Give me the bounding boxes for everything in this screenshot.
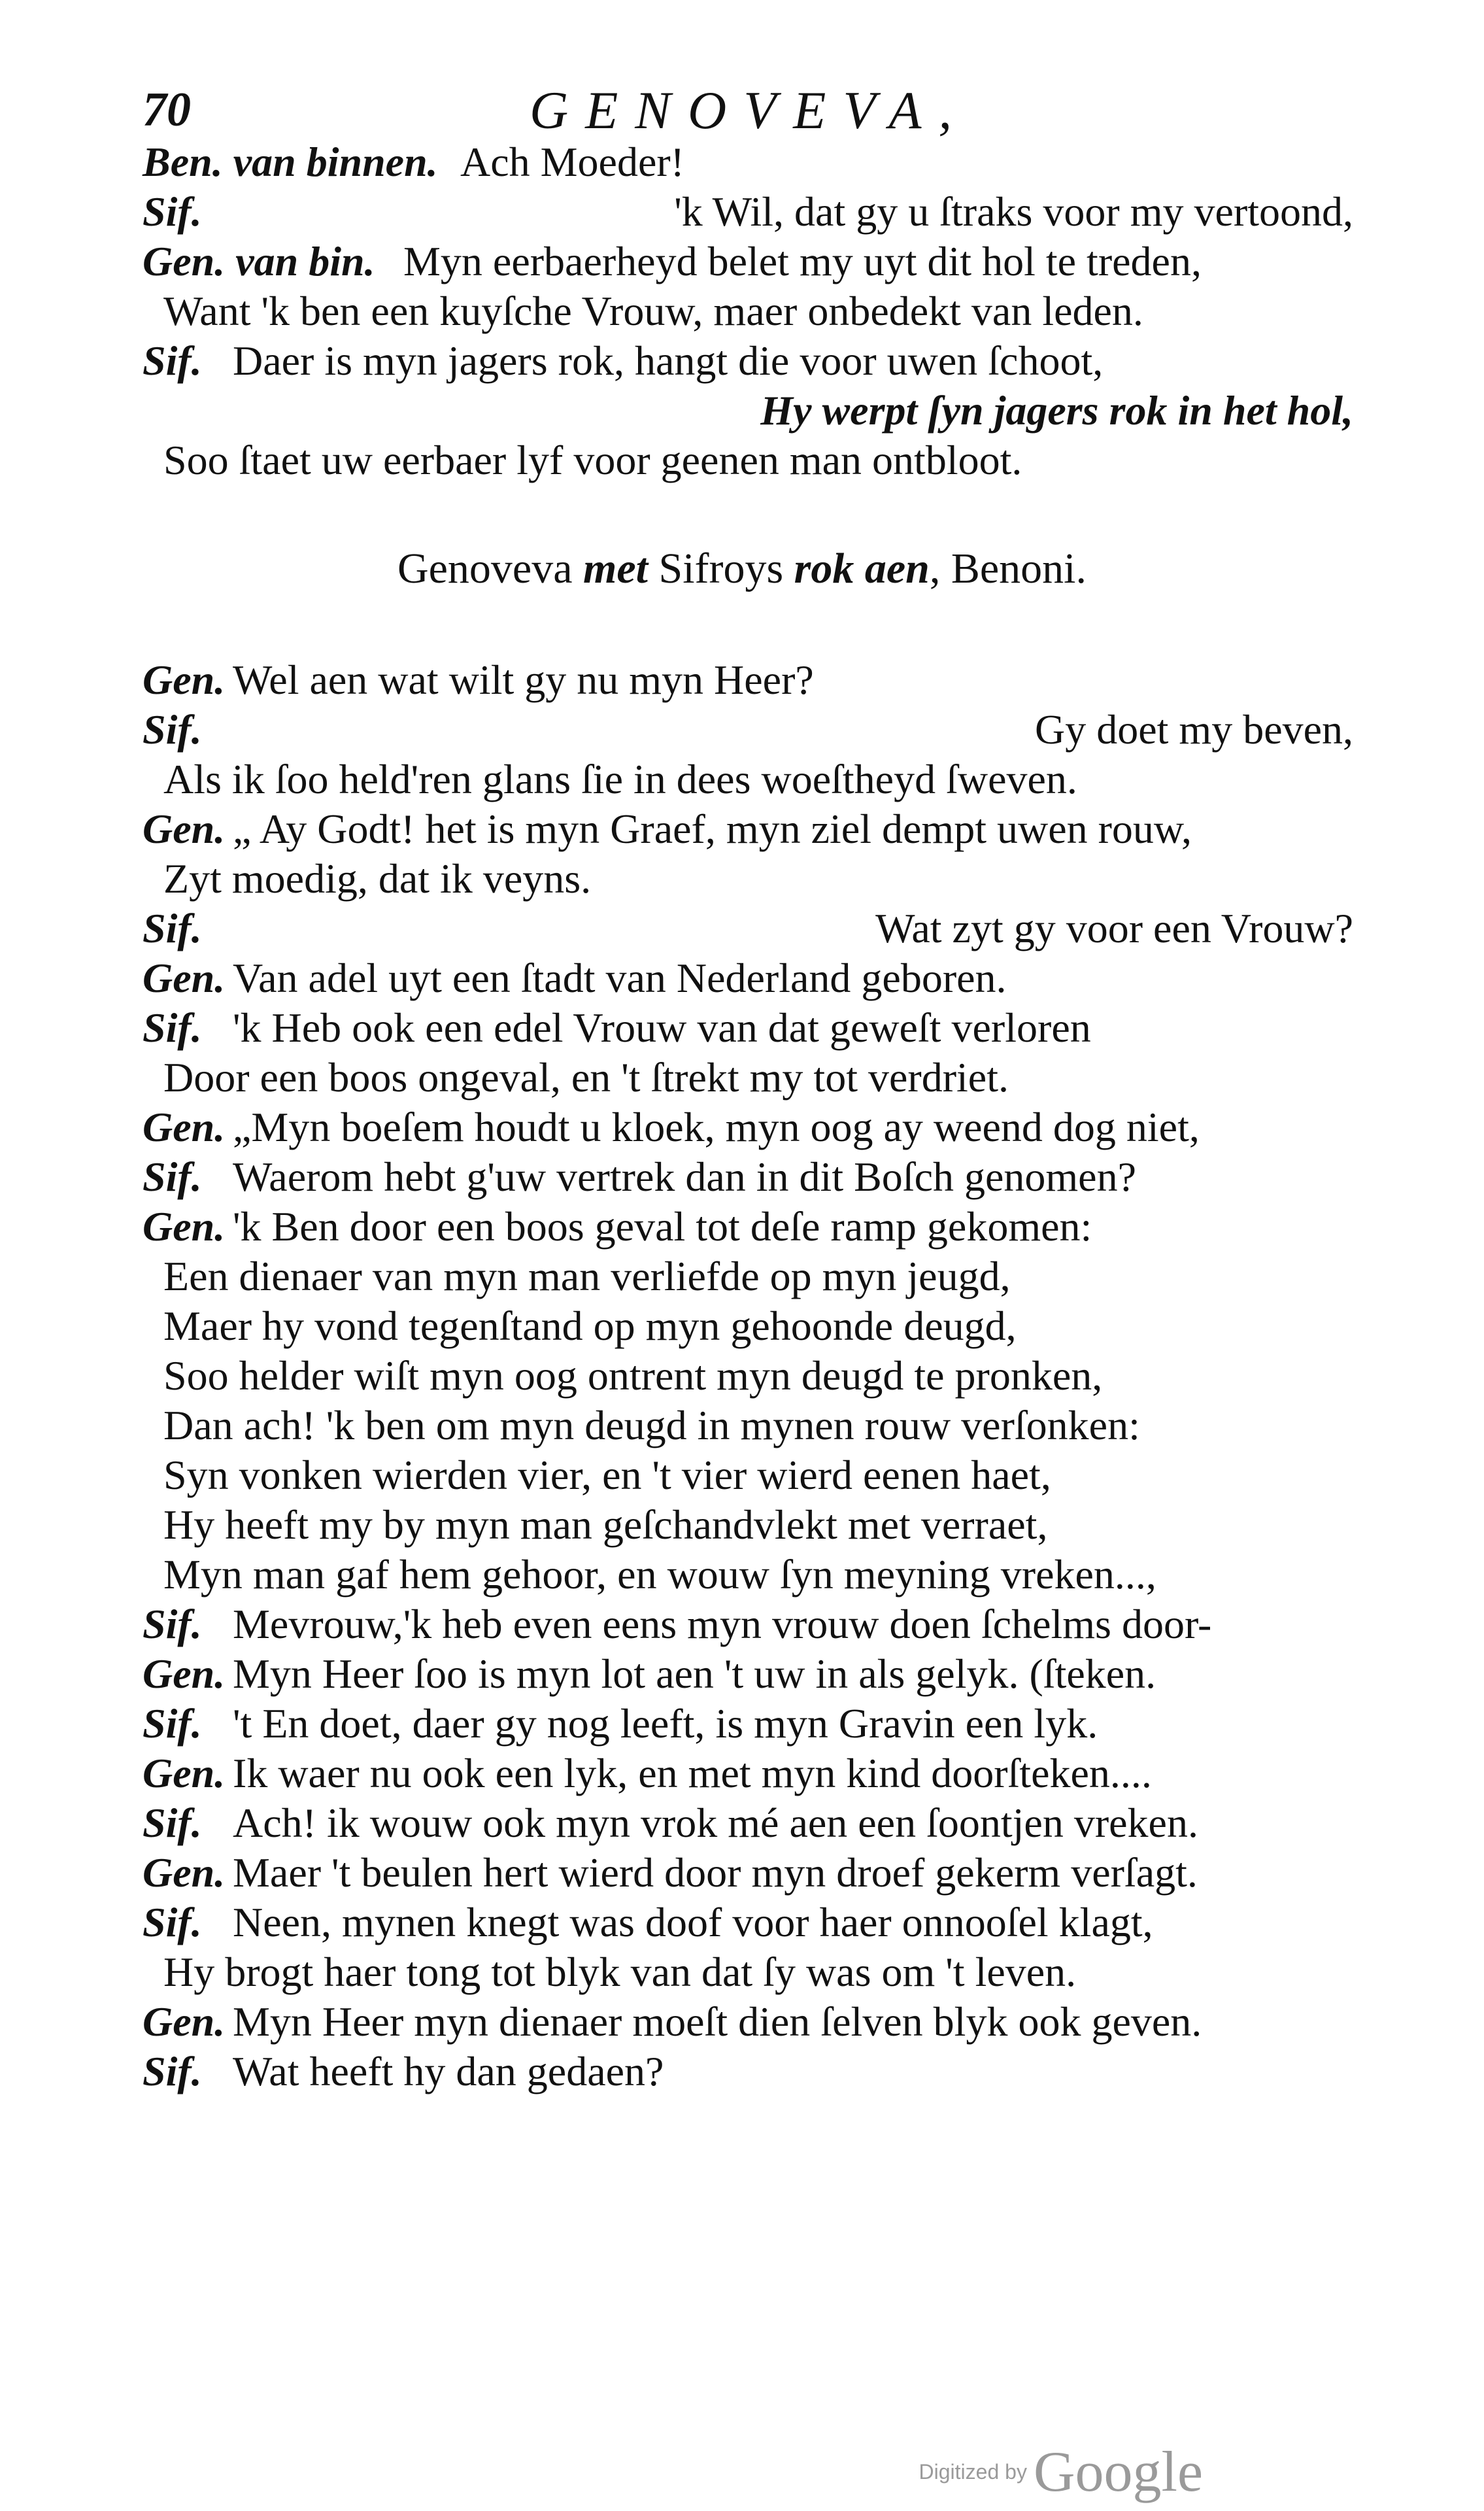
speaker-label: Sif.: [143, 188, 202, 235]
verse-text: Ach Moeder!: [460, 139, 684, 185]
verse-line: [0, 384, 1484, 437]
verse-text: Soo ſtaet uw eerbaer lyf voor geenen man ontbloot.: [163, 437, 1022, 483]
verse-text: Myn man gaf hem gehoor, en wouw ſyn meyning vreken...,: [163, 1551, 1156, 1597]
speaker-label: Gen.: [143, 1650, 226, 1697]
verse-line: [0, 1847, 1484, 1899]
verse-line: [0, 1896, 1484, 1949]
verse-text: Ach! ik wouw ook myn vrok mé aen een ſoontjen vreken.: [233, 1800, 1198, 1846]
scene-word-met: met: [583, 545, 648, 592]
verse-line: [0, 952, 1484, 1004]
running-title: GENOVEVA,: [530, 80, 969, 140]
verse-line: [0, 853, 1484, 905]
verse-line: [0, 1101, 1484, 1153]
verse-text: Mevrouw,'k heb even eens myn vrouw doen ſchelms door-: [233, 1601, 1212, 1647]
scene-name-sifroys: Sifroys: [658, 545, 784, 592]
speaker-label: Sif.: [143, 1800, 202, 1846]
verse-text: Neen, mynen knegt was doof voor haer onnooſel klagt,: [233, 1899, 1153, 1945]
speaker-label: Sif.: [143, 1601, 202, 1647]
scene-name-benoni: , Benoni.: [929, 545, 1087, 592]
speaker-label: Gen.: [143, 1104, 226, 1150]
watermark-google-logo: Google: [1033, 2440, 1203, 2504]
verse-line: [0, 186, 1484, 238]
verse-text: Want 'k ben een kuyſche Vrouw, maer onbedekt van leden.: [163, 288, 1143, 334]
verse-text: Van adel uyt een ſtadt van Nederland geboren.: [233, 955, 1007, 1001]
verse-text: „Myn boeſem houdt u kloek, myn oog ay weend dog niet,: [233, 1104, 1200, 1150]
verse-line: [0, 285, 1484, 337]
verse-text: Waerom hebt g'uw vertrek dan in dit Boſch genomen?: [233, 1153, 1136, 1200]
watermark-digitized-by: Digitized by: [919, 2460, 1027, 2484]
verse-line: [0, 1399, 1484, 1452]
verse-line: [0, 235, 1484, 288]
verse-line: [0, 1002, 1484, 1054]
verse-line: [0, 1201, 1484, 1253]
verse-line: [0, 654, 1484, 706]
verse-text: Door een boos ongeval, en 't ſtrekt my tot verdriet.: [163, 1054, 1009, 1101]
verse-line: [0, 434, 1484, 487]
verse-text: 'k Ben door een boos geval tot deſe ramp gekomen:: [233, 1203, 1092, 1250]
speaker-label: Sif.: [143, 706, 202, 753]
speaker-label: Sif.: [143, 337, 202, 384]
verse-line: [0, 1747, 1484, 1800]
scene-heading: [0, 543, 1484, 595]
digitized-watermark: [919, 2439, 1203, 2505]
verse-text: 'k Heb ook een edel Vrouw van dat geweſt verloren: [233, 1004, 1091, 1051]
verse-line: [0, 1598, 1484, 1650]
verse-text: 't En doet, daer gy nog leeft, is myn Gravin een lyk.: [233, 1700, 1098, 1747]
verse-line: [0, 1250, 1484, 1303]
verse-text: Myn eerbaerheyd belet my uyt dit hol te treden,: [403, 238, 1202, 284]
verse-line: [0, 1350, 1484, 1402]
verse-text: Soo helder wiſt myn oog ontrent myn deugd te pronken,: [163, 1352, 1103, 1399]
verse-line: [0, 1300, 1484, 1352]
verse-line: [0, 1797, 1484, 1849]
speaker-label: Sif.: [143, 905, 202, 951]
verse-line: [0, 335, 1484, 387]
verse-line: [0, 1548, 1484, 1601]
verse-line: [0, 1499, 1484, 1551]
verse-text: Hy heeft my by myn man geſchandvlekt met verraet,: [163, 1501, 1048, 1548]
verse-line: [0, 2045, 1484, 2098]
verse-line: [0, 1996, 1484, 2048]
verse-text: Wel aen wat wilt gy nu myn Heer?: [233, 657, 814, 703]
speaker-label: Sif.: [143, 1899, 202, 1945]
verse-text: „ Ay Godt! het is myn Graef, myn ziel dempt uwen rouw,: [233, 806, 1192, 852]
speaker-label: Sif.: [143, 2048, 202, 2094]
page-number: 70: [143, 83, 191, 137]
speaker-label: Gen.: [143, 657, 226, 703]
speaker-label: Gen.: [143, 1998, 226, 2045]
verse-line: [0, 902, 1484, 955]
verse-line: [0, 1698, 1484, 1750]
verse-line: [0, 136, 1484, 188]
verse-text: 'k Wil, dat gy u ſtraks voor my vertoond,: [674, 188, 1353, 235]
speaker-label: Sif.: [143, 1153, 202, 1200]
scene-name-genoveva: Genoveva: [397, 545, 573, 592]
verse-text: Een dienaer van myn man verliefde op myn jeugd,: [163, 1253, 1011, 1299]
verse-line: [0, 1946, 1484, 1998]
verse-text: Maer 't beulen hert wierd door myn droef gekerm verſagt.: [233, 1849, 1198, 1896]
verse-line: [0, 1449, 1484, 1501]
speaker-label: Gen. van bin.: [143, 238, 375, 284]
verse-line: [0, 803, 1484, 855]
speaker-label: Ben. van binnen.: [143, 139, 438, 185]
speaker-label: Gen.: [143, 806, 226, 852]
speaker-label: Gen.: [143, 1750, 226, 1796]
verse-text: Hy werpt ſyn jagers rok in het hol,: [760, 387, 1353, 434]
verse-line: [0, 753, 1484, 806]
verse-text: Syn vonken wierden vier, en 't vier wierd eenen haet,: [163, 1452, 1051, 1498]
verse-text: Zyt moedig, dat ik veyns.: [163, 855, 592, 902]
verse-line: [0, 1648, 1484, 1700]
verse-line: [0, 1051, 1484, 1104]
verse-text: Wat zyt gy voor een Vrouw?: [875, 905, 1353, 951]
verse-text: Myn Heer ſoo is myn lot aen 't uw in als gelyk. (ſteken.: [233, 1650, 1156, 1697]
verse-text: Als ik ſoo held'ren glans ſie in dees woeſtheyd ſweven.: [163, 756, 1077, 802]
speaker-label: Sif.: [143, 1004, 202, 1051]
verse-text: Hy brogt haer tong tot blyk van dat ſy was om 't leven.: [163, 1949, 1077, 1995]
verse-text: Gy doet my beven,: [1035, 706, 1353, 753]
speaker-label: Gen.: [143, 1849, 226, 1896]
verse-text: Myn Heer myn dienaer moeſt dien ſelven blyk ook geven.: [233, 1998, 1202, 2045]
verse-text: Maer hy vond tegenſtand op myn gehoonde deugd,: [163, 1303, 1017, 1349]
verse-text: Wat heeft hy dan gedaen?: [233, 2048, 664, 2094]
verse-text: Daer is myn jagers rok, hangt die voor uwen ſchoot,: [233, 337, 1104, 384]
verse-line: [0, 704, 1484, 756]
scene-word-rok-aen: rok aen: [794, 545, 930, 592]
speaker-label: Sif.: [143, 1700, 202, 1747]
verse-text: Ik waer nu ook een lyk, en met myn kind doorſteken....: [233, 1750, 1152, 1796]
speaker-label: Gen.: [143, 955, 226, 1001]
speaker-label: Gen.: [143, 1203, 226, 1250]
verse-text: Dan ach! 'k ben om myn deugd in mynen rouw verſonken:: [163, 1402, 1140, 1448]
verse-line: [0, 1151, 1484, 1203]
